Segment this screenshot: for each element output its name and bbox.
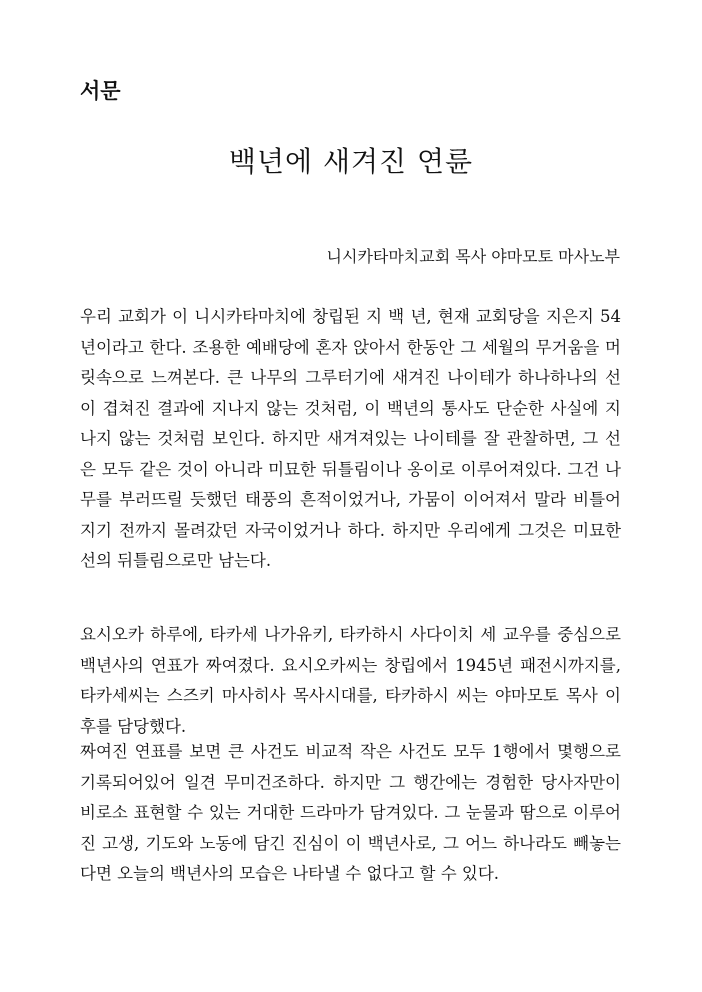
paragraph-2: 요시오카 하루에, 타카세 나가유키, 타카하시 사다이치 세 교우를 중심으로 백년사의 연표가 짜여졌다. 요시오카씨는 창립에서 1945년 패전시까지를, 타카세씨는 스즈키 마사히사 목사시대를, 타카하시 씨는 야마모토 목사 이후를 담당했다. [80, 625, 621, 736]
paragraph-1: 우리 교회가 이 니시카타마치에 창립된 지 백 년, 현재 교회당을 지은지 54년이라고 한다. 조용한 예배당에 혼자 앉아서 한동안 그 세월의 무거움을 머릿속으로 느껴본다. 큰 나무의 그루터기에 새겨진 나이테가 하나하나의 선이 겹쳐진 결과에 지나지 않는 것처럼, 이 백년의 통사도 단순한 사실에 지나지 않는 것처럼 보인다. 하지만 새겨져있는 나이테를 잘 관찰하면, 그 선은 모두 같은 것이 아니라 미묘한 뒤틀림이나 옹이로 이루어져있다. 그건 나무를 부러뜨릴 듯했던 태풍의 흔적이었거나, 가뭄이 이어져서 말라 비틀어지기 전까지 몰려갔던 자국이었거나 하다. 하지만 우리에게 그것은 미묘한 선의 뒤틀림으로만 남는다. [80, 307, 621, 570]
paragraph-3: 짜여진 연표를 보면 큰 사건도 비교적 작은 사건도 모두 1행에서 몇행으로 기록되어있어 일견 무미건조하다. 하지만 그 행간에는 경험한 당사자만이 비로소 표현할 수 있는 거대한 드라마가 담겨있다. 그 눈물과 땀으로 이루어진 고생, 기도와 노동에 담긴 진심이 이 백년사로, 그 어느 하나라도 빼놓는다면 오늘의 백년사의 모습은 나타낼 수 없다고 할 수 있다. [80, 742, 621, 883]
section-label: 서문 [80, 79, 121, 103]
author-line: 니시카타마치교회 목사 야마모토 마사노부 [326, 247, 620, 266]
page-title: 백년에 새겨진 연륜 [228, 145, 474, 178]
